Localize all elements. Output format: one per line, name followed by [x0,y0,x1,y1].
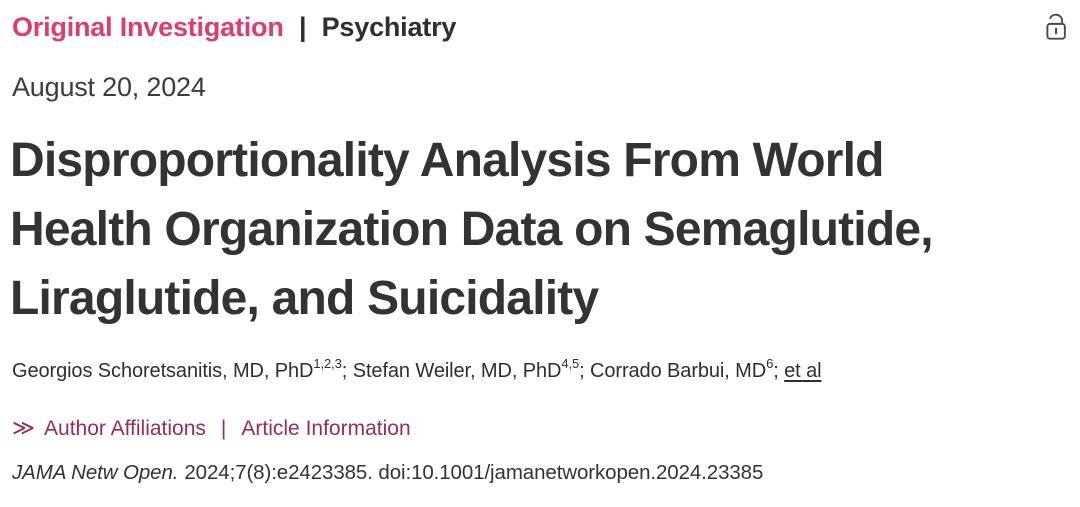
citation-details: 2024;7(8):e2423385. doi:10.1001/jamanetworkopen.2024.23385 [184,461,764,484]
eyebrow-separator: | [298,12,307,42]
author-name: Georgios Schoretsanitis, MD, PhD [12,360,314,382]
citation-line [12,461,763,485]
et-al-link[interactable]: et al [784,360,822,382]
journal-name: JAMA Netw Open. [12,461,179,484]
article-information-link[interactable]: Article Information [241,417,411,440]
links-separator: | [220,417,227,440]
category-link[interactable]: Original Investigation [12,12,284,42]
article-title-line: Health Organization Data on Semaglutide, [10,203,933,256]
article-links-row [12,416,411,442]
author-affiliation-sup: 6 [766,356,774,372]
article-title-line: Liraglutide, and Suicidality [10,272,599,325]
open-lock-icon [1040,8,1070,44]
double-chevron-right-icon: ≫ [12,415,36,440]
author-name: Corrado Barbui, MD [590,360,767,382]
article-title [10,126,1060,333]
author-name: Stefan Weiler, MD, PhD [352,360,562,382]
author-separator: ; [579,360,591,382]
author-separator: ; [773,360,785,382]
article-eyebrow [12,12,456,43]
author-byline [12,356,822,383]
author-affiliations-link[interactable]: Author Affiliations [44,417,206,440]
author-separator: ; [341,360,353,382]
subject-link[interactable]: Psychiatry [321,12,457,42]
author-affiliation-sup: 1,2,3 [313,356,342,372]
author-affiliation-sup: 4,5 [561,356,580,372]
article-title-line: Disproportionality Analysis From World [10,134,884,187]
publication-date: August 20, 2024 [12,72,206,102]
